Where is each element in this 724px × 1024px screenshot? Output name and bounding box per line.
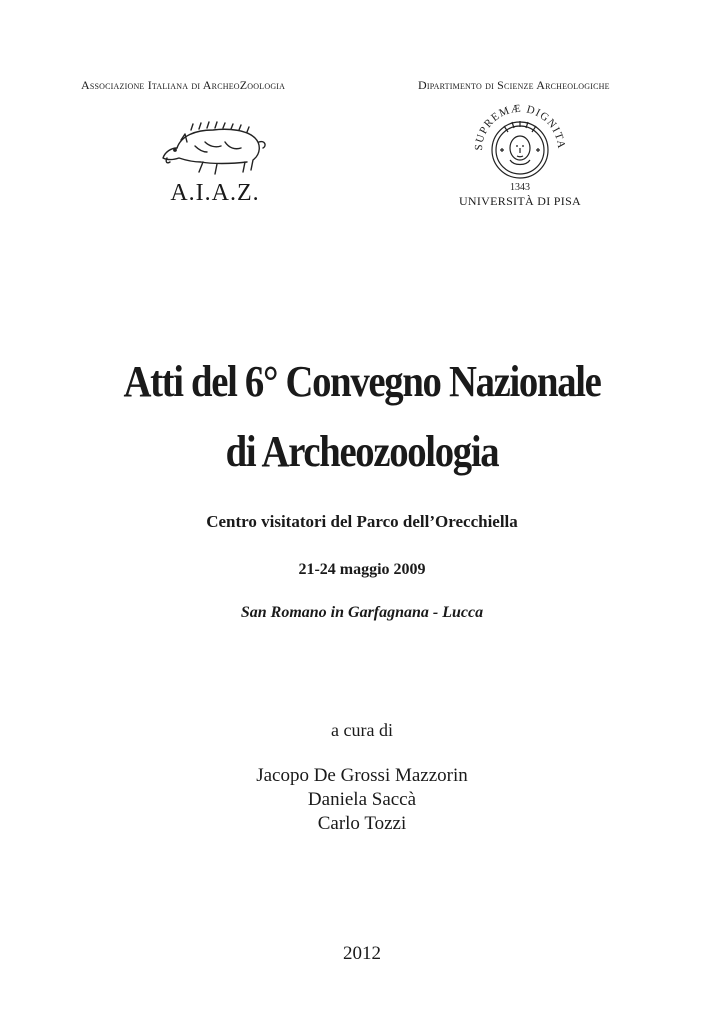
title-line-1: Atti del 6° Convegno Nazionale: [123, 357, 601, 406]
aiaz-logo-text: A.I.A.Z.: [170, 180, 260, 206]
university-seal-icon: [458, 104, 582, 194]
editors-label: a cura di: [331, 720, 393, 740]
boar-icon: [155, 118, 275, 182]
seal-motto: SUPREMÆ DIGNITA: [472, 104, 568, 151]
publication-year: 2012: [343, 943, 381, 964]
event-place: San Romano in Garfagnana - Lucca: [240, 604, 484, 621]
university-logo-text: UNIVERSITÀ DI PISA: [458, 194, 582, 208]
editor-name: Carlo Tozzi: [317, 813, 407, 834]
header-association: Associazione Italiana di ArcheoZoologia: [81, 78, 286, 92]
seal-year: 1343: [510, 182, 530, 193]
event-venue: Centro visitatori del Parco dell’Orecchiella: [206, 512, 518, 531]
event-dates: 21-24 maggio 2009: [298, 561, 426, 578]
header-department: Dipartimento di Scienze Archeologiche: [418, 78, 610, 92]
editor-name: Jacopo De Grossi Mazzorin: [256, 765, 468, 786]
aiaz-logo: [155, 118, 275, 210]
university-logo: [458, 104, 582, 208]
title-line-2: di Archeozoologia: [225, 427, 499, 476]
editor-name: Daniela Saccà: [307, 789, 417, 810]
